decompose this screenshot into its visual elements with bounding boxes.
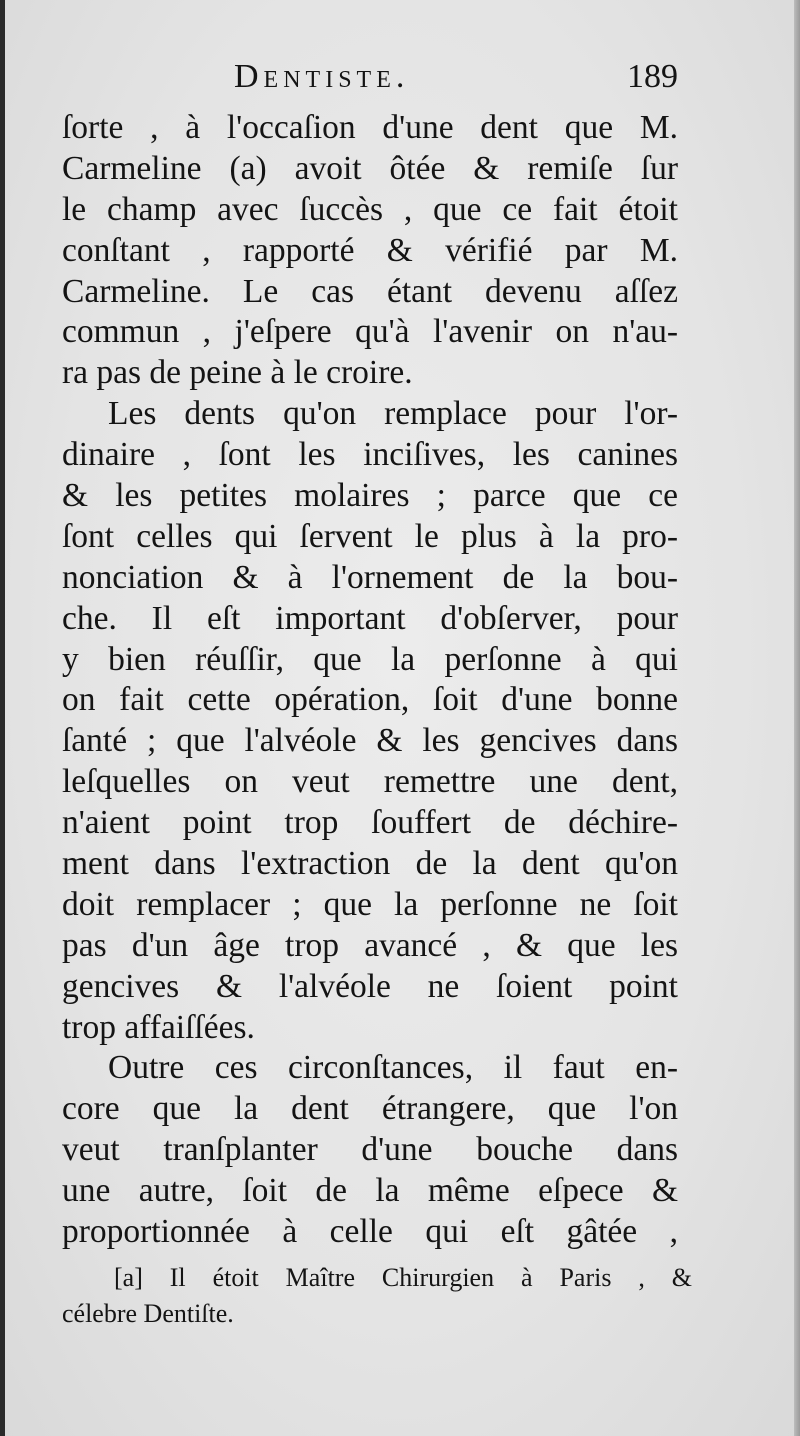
text-line: leſquelles on veut remettre une dent,: [62, 763, 678, 801]
text-line: nonciation & à l'ornement de la bou-: [62, 558, 678, 596]
text-line: une autre, ſoit de la même eſpece &: [62, 1172, 678, 1210]
main-text: [62, 108, 678, 1253]
text-line: gencives & l'alvéole ne ſoient point: [62, 967, 678, 1005]
text-line: ment dans l'extraction de la dent qu'on: [62, 845, 678, 883]
text-line: ſont celles qui ſervent le plus à la pro-: [62, 517, 678, 555]
text-line: trop affaiſſées.: [62, 1008, 255, 1046]
text-line: veut tranſplanter d'une bouche dans: [62, 1131, 678, 1169]
paragraph-first-line: Les dents qu'on remplace pour l'or-: [108, 395, 678, 433]
text-line: Carmeline (a) avoit ôtée & remiſe ſur: [62, 149, 678, 187]
running-head: Dentiste.: [234, 58, 410, 95]
paragraph-first-line: Outre ces circonſtances, il faut en-: [108, 1049, 678, 1087]
text-line: core que la dent étrangere, que l'on: [62, 1090, 678, 1128]
page-edge-right: [794, 0, 800, 1436]
text-line: conſtant , rapporté & vérifié par M.: [62, 231, 678, 269]
text-line: ſorte , à l'occaſion d'une dent que M.: [62, 109, 678, 146]
text-line: doit remplacer ; que la perſonne ne ſoit: [62, 885, 678, 923]
page-number: 189: [627, 58, 678, 95]
text-line: proportionnée à celle qui eſt gâtée ,: [62, 1213, 678, 1251]
page-edge-shadow: [0, 0, 5, 1436]
text-line: & les petites molaires ; parce que ce: [62, 477, 678, 515]
text-line: pas d'un âge trop avancé , & que les: [62, 926, 678, 964]
text-line: che. Il eſt important d'obſerver, pour: [62, 599, 678, 637]
text-line: ra pas de peine à le croire.: [62, 354, 413, 392]
text-line: y bien réuſſir, que la perſonne à qui: [62, 640, 678, 678]
page-header: [62, 58, 678, 102]
footnote: [62, 1260, 692, 1332]
text-line: on fait cette opération, ſoit d'une bonne: [62, 681, 678, 719]
footnote-line: célebre Dentiſte.: [62, 1299, 234, 1328]
text-line: n'aient point trop ſouffert de déchire-: [62, 804, 678, 842]
text-line: dinaire , ſont les inciſives, les canines: [62, 436, 678, 474]
text-line: le champ avec ſuccès , que ce fait étoit: [62, 190, 678, 228]
text-line: Carmeline. Le cas étant devenu aſſez: [62, 272, 678, 310]
text-line: ſanté ; que l'alvéole & les gencives dans: [62, 722, 678, 760]
text-line: commun , j'eſpere qu'à l'avenir on n'au-: [62, 313, 678, 351]
footnote-line: [a] Il étoit Maître Chirurgien à Paris , &: [114, 1263, 692, 1292]
